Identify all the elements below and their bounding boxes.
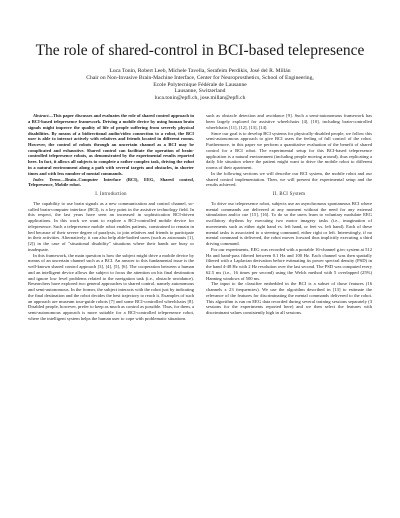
section-heading-bci-system: II. BCI System — [272, 192, 306, 198]
index-terms — [28, 177, 194, 188]
author-block — [28, 68, 372, 101]
left-column — [28, 113, 194, 321]
bci-paragraph-1: To drive our telepresence robot, subjects use an asynchronous spontaneous BCI where mental commands are delivered at any moment without the need for any external stimulation and/or cue [15], [16]. To do so the users learn to voluntary modulate EEG oscillatory rhythms by executing two motor imagery tasks (i.e., imagination of movements such as either right hand vs. left hand, or feet vs. left hand). Each of these mental tasks is associated to a steering command, either right or left. Interestingly, if no mental command is delivered, the robot moves forward thus implicitly executing a third driving command. — [206, 200, 372, 247]
affiliation-line-1: Chair on Non-Invasive Brain-Machine Interface, Center for Neuroprosthetics, School of Engineering, — [86, 75, 314, 82]
index-terms-label: Index Terms — [33, 176, 61, 182]
intro-paragraph-2: In this framework, the main question is how the subject might drive a mobile device by means of an uncertain channel such as a BCI. An answer to this fundamental issue is the well-known shared control approach [3], [4], [5], [6]. The cooperation between a human and an intelligent device allows the subject to focus the attention on his final destination and ignore low level problems related to the navigation task (i.e., obstacle avoidance). Researchers have explored two general approaches to shared control, namely autonomous and semi-autonomous. In the former, the subject interacts with the robot just by indicating the final destination and the robot decides the best trajectory to reach it. Examples of such an approach are museum tour-guide robots [7] and some BCI-controlled wheelchairs [8]. Disabled people, however, prefer to keep as much as control as possible. Thus, for them, a semi-autonomous approach is more suitable for a BCI-controlled telepresence robot, where the intelligent system helps the human user to cope with problematic situations — [28, 252, 194, 321]
abstract — [28, 113, 194, 176]
affiliation-line-2: Ecole Polytecnique Fédérale de Lausanne — [153, 81, 247, 88]
two-column-body — [28, 113, 372, 321]
intro-paragraph-4: Since our goal is to develop BCI systems for physically-disabled people, we follow this semi-autonomous approach to give BCI users the feeling of full control of the robot. Furthermore, in this paper we perform a quantitative evaluation of the benefit of shared control for a BCI robot. The experimental setup for this BCI-based telepresence application is a natural environment (including people moving around), thus replicating a daily life situation where the patient might want to drive the mobile robot to different rooms of their apartment. — [206, 130, 372, 171]
bci-paragraph-3: The input to the classifier embedded in the BCI is a subset of those features (16 channels x 23 frequencies). We use the algorithm described in [13] to estimate the relevance of the features for discriminating the mental commands delivered to the robot. This algorithm is run on EEG data recorded during several training sessions separately (3 sessions for the experiments reported here) and we then select the features with discriminant values consistently high in all sessions. — [206, 281, 372, 316]
intro-paragraph-5: In the following sections we will describe our BCI system, the mobile robot and our shared control implementation. Then, we will present the experimental setup and the results achieved. — [206, 170, 372, 188]
abstract-text: —This paper discusses and evaluates the role of shared control approach in a BCI-based telepresence framework. Driving a mobile device by using human brain signals might improve the quality of life of people suffering from severely physical disabilities. By means of a bidirectional audio/video connection to a robot, the BCI user is able to interact actively with relatives and friends located in different rooms. However, the control of robots through an uncertain channel as a BCI may be complicated and exhaustive. Shared control can facilitate the operation of brain-controlled telepresence robots, as demonstrated by the experimental results reported here. In fact, it allows all subjects to complete a rather complex task, driving the robot in a natural environment along a path with several targets and obstacles, in shorter times and with less number of mental commands. — [28, 113, 194, 176]
index-terms-text: —Brain–Computer Interface (BCI), EEG, Shared control, Telepresence, Mobile robot. — [28, 176, 194, 188]
affiliation-line-3: Lausanne, Switzerland — [174, 88, 226, 95]
right-column — [206, 113, 372, 321]
author-list: Luca Tonin, Robert Leeb, Michele Tavella, Serafeim Perdikis, José del R. Millán — [109, 68, 291, 74]
section-heading-introduction: I. Introduction — [95, 192, 127, 198]
intro-paragraph-3: such as obstacle detection and avoidance [9]. Such a semi-autonomous framework has been largely explored for assistive wheelchairs [4], [10], including brain-controlled wheelchairs [11], [12], [13], [14]. — [206, 113, 372, 130]
author-emails: luca.tonin@epfl.ch, jose.millan@epfl.ch — [154, 94, 246, 101]
intro-paragraph-1: The capability to use brain signals as a new communication and control channel, so-called brain-computer interface (BCI), is a key point in the assistive technology field. In this respect, the last years have seen an increased in sophistication BCI-driven applications. In this work we want to explore a BCI-controlled mobile device for telepresence. Such a telepresence mobile robot enables patients, constrained to remain in bed because of their severe degree of paralysis, to join relatives and friends to participate in their activities. Alternatively, it can also help able-bodied users (such as astronauts [1], [2]) in the case of "situational disability" situations where their hands are busy or inadequate. — [28, 200, 194, 252]
paper-title: The role of shared-control in BCI-based telepresence — [35, 42, 365, 59]
abstract-label: Abstract — [33, 113, 49, 119]
bci-paragraph-2: For our experiments, EEG was recorded with a portable 16-channel g.tec system at 512 Hz and band-pass filtered between 0.1 Hz and 100 Hz. Each channel was then spatially filtered with a Laplacian derivation before estimating its power spectral density (PSD) in the band 4-48 Hz with 2 Hz resolution over the last second. The PSD was computed every 62.5 ms (i.e., 16 times per second) using the Welch method with 5 overlapped (25%) Hanning windows of 500 ms. — [206, 246, 372, 281]
